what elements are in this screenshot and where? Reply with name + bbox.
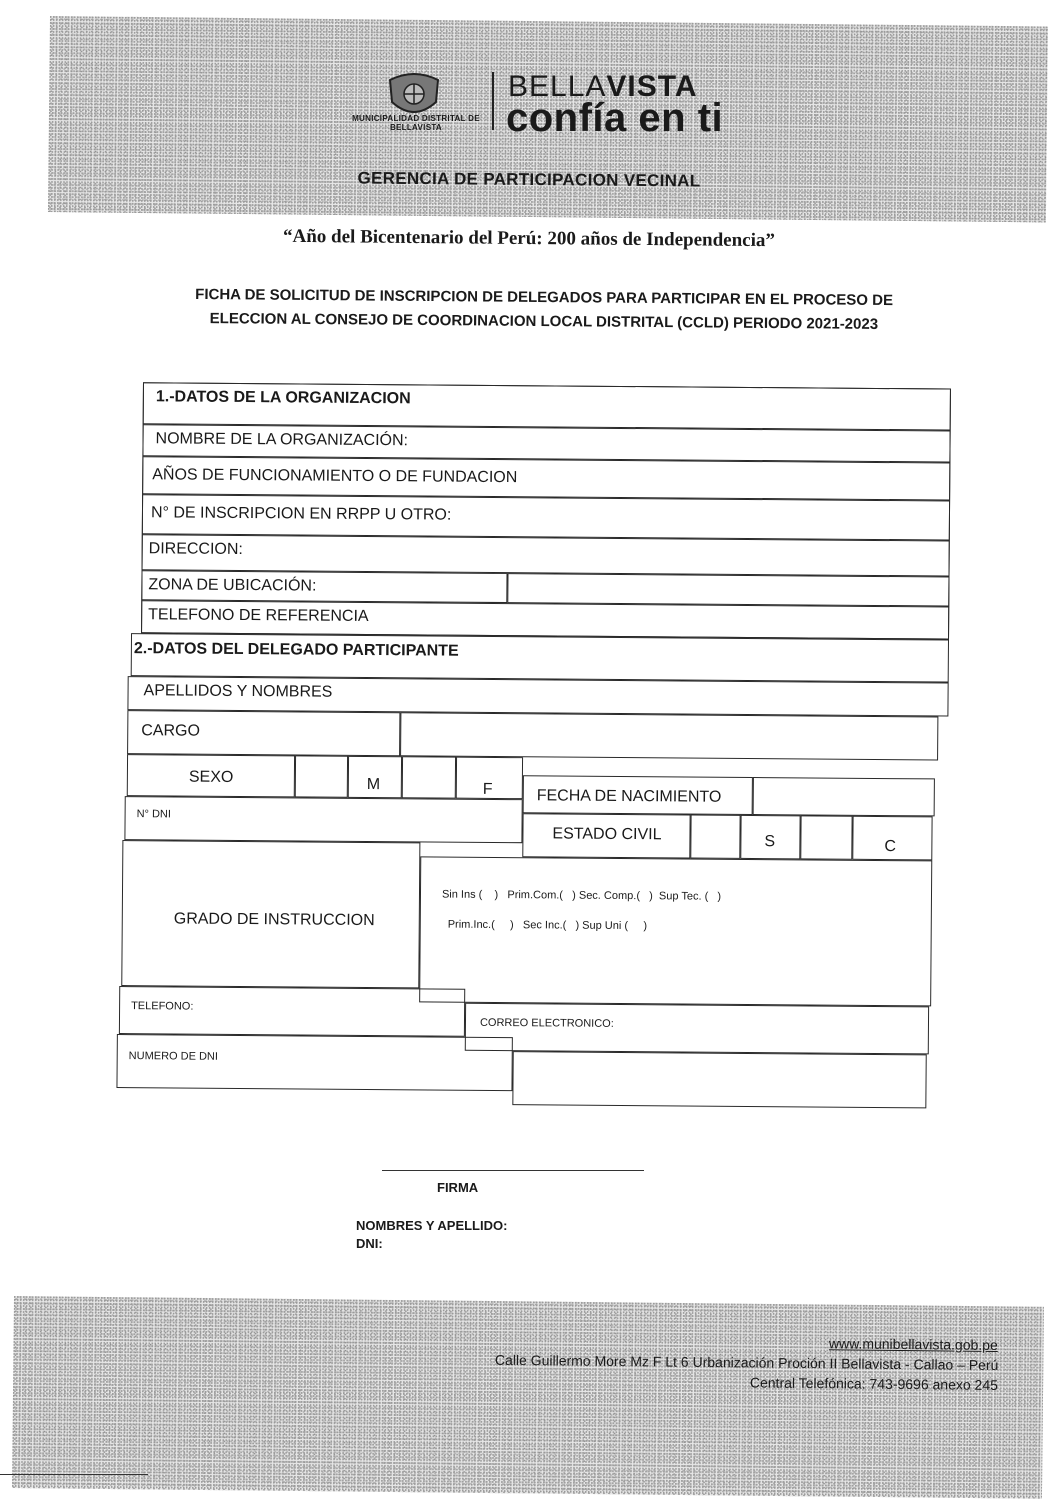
form-title-line1: FICHA DE SOLICITUD DE INSCRIPCION DE DELEGADOS PARA PARTICIPAR EN EL PROCESO DE <box>195 285 894 310</box>
municipal-crest-icon <box>382 72 446 120</box>
years-label: AÑOS DE FUNCIONAMIENTO O DE FUNDACION <box>152 466 518 487</box>
signature-dni-label: DNI: <box>356 1236 383 1251</box>
birth-date-label: FECHA DE NACIMIENTO <box>536 787 722 806</box>
motto: “Año del Bicentenario del Perú: 200 años de Independencia” <box>282 225 776 252</box>
logo-divider <box>492 72 494 130</box>
birth-date-field[interactable] <box>753 777 935 816</box>
sex-m-checkbox[interactable] <box>295 755 348 797</box>
org-name-label: NOMBRE DE LA ORGANIZACIÓN: <box>155 430 409 450</box>
position-field[interactable] <box>400 712 938 760</box>
brand-name-part1: BELLA <box>508 70 607 103</box>
education-options-line2[interactable]: Prim.Inc.( ) Sec Inc.( ) Sup Uni ( ) <box>447 918 648 933</box>
section1-title: 1.-DATOS DE LA ORGANIZACION <box>155 388 411 408</box>
dni-number-label: NUMERO DE DNI <box>128 1050 218 1063</box>
footer-band <box>12 1296 1044 1499</box>
dni-label: N° DNI <box>136 808 171 821</box>
form-title-line2: ELECCION AL CONSEJO DE COORDINACION LOCAL DISTRITAL (CCLD) PERIODO 2021-2023 <box>209 310 879 333</box>
civil-c-checkbox[interactable] <box>800 815 852 859</box>
zone-value-field[interactable] <box>507 573 949 606</box>
education-options-cell <box>419 856 932 1006</box>
dni-number-field[interactable] <box>512 1051 926 1108</box>
education-options-line1[interactable]: Sin Ins ( ) Prim.Com.( ) Sec. Comp.( ) Sup Tec. ( ) <box>441 888 722 903</box>
signature-label: FIRMA <box>437 1180 479 1195</box>
dni-number-label-cell <box>116 1034 512 1091</box>
department-title: GERENCIA DE PARTICIPACION VECINAL <box>357 168 701 191</box>
civil-s-checkbox[interactable] <box>690 815 740 859</box>
section2-title: 2.-DATOS DEL DELEGADO PARTICIPANTE <box>133 640 459 660</box>
email-label: CORREO ELECTRONICO: <box>479 1016 614 1030</box>
phone-ref-label: TELEFONO DE REFERENCIA <box>148 606 369 625</box>
sex-f-label: F <box>482 780 493 798</box>
civil-status-label: ESTADO CIVIL <box>552 825 662 844</box>
names-label: APELLIDOS Y NOMBRES <box>143 682 333 701</box>
crest-caption: MUNICIPALIDAD DISTRITAL DE BELLAVISTA <box>352 114 480 132</box>
position-label: CARGO <box>141 722 200 740</box>
civil-s-label: S <box>764 833 776 851</box>
civil-c-label: C <box>884 838 897 856</box>
signature-names-label: NOMBRES Y APELLIDO: <box>356 1218 508 1233</box>
sex-m-label: M <box>366 775 381 794</box>
dni-field[interactable] <box>124 796 522 843</box>
telephone-label: TELEFONO: <box>131 1000 194 1013</box>
registry-label: N° DE INSCRIPCION EN RRPP U OTRO: <box>150 504 452 524</box>
zone-label: ZONA DE UBICACIÓN: <box>148 576 317 595</box>
education-label: GRADO DE INSTRUCCION <box>173 910 375 930</box>
municipal-logo <box>352 66 772 138</box>
signature-line[interactable] <box>382 1170 644 1171</box>
sex-label: SEXO <box>188 768 234 786</box>
sex-f-checkbox[interactable] <box>402 756 456 798</box>
form-title <box>172 283 916 337</box>
footer-phone: Central Telefónica: 743-9696 anexo 245 <box>749 1374 998 1393</box>
brand-slogan: confía en ti <box>506 96 724 140</box>
footer-website-link[interactable]: www.munibellavista.gob.pe <box>828 1335 998 1353</box>
address-label: DIRECCION: <box>148 540 243 558</box>
brand-name-part2: VISTA <box>606 70 698 103</box>
footer-address: Calle Guillermo More Mz F Lt 6 Urbanización Proción II Bellavista - Callao – Perú <box>494 1351 998 1373</box>
bottom-rule <box>0 1474 148 1475</box>
